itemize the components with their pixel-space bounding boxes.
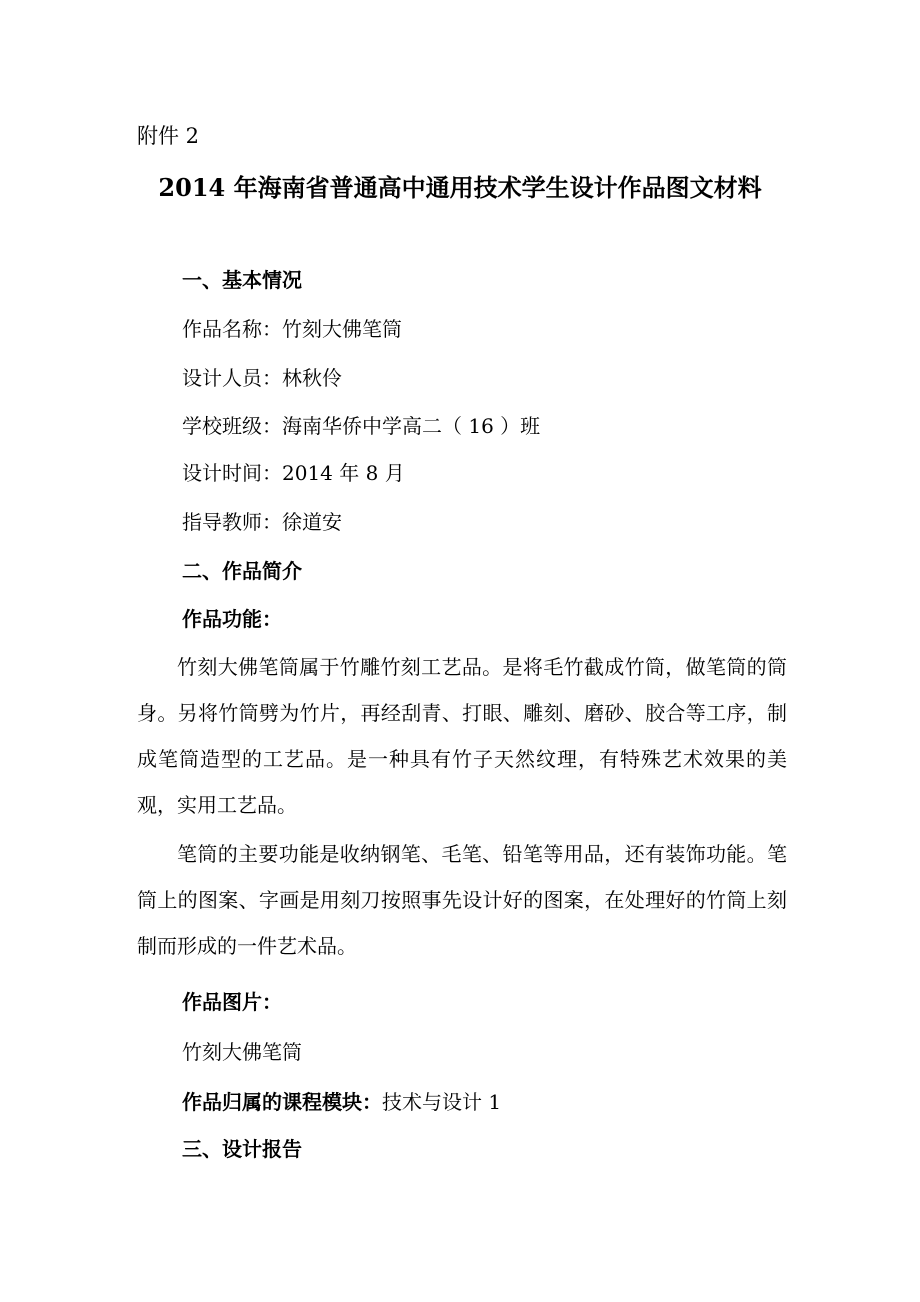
work-name-line: 作品名称：竹刻大佛笔筒 xyxy=(182,317,402,341)
school-class-line: 学校班级：海南华侨中学高二（ 16 ）班 xyxy=(182,414,541,438)
picture-label: 作品图片： xyxy=(182,990,282,1014)
course-module-label: 作品归属的课程模块： xyxy=(182,1090,382,1114)
course-module-value: 技术与设计 1 xyxy=(382,1090,502,1114)
function-paragraph-1: 竹刻大佛笔筒属于竹雕竹刻工艺品。是将毛竹截成竹筒，做笔筒的筒身。另将竹筒劈为竹片，再经刮青、打眼、雕刻、磨砂、胶合等工序，制成笔筒造型的工艺品。是一种具有竹子天然纹理，有特殊艺术效果的美观，实用工艺品。 xyxy=(137,655,787,817)
section-heading-design-report: 三、设计报告 xyxy=(182,1137,302,1161)
attachment-label: 附件 2 xyxy=(137,124,200,148)
design-time-line: 设计时间：2014 年 8 月 xyxy=(182,461,405,485)
section-heading-basic-info: 一、基本情况 xyxy=(182,268,302,292)
course-module-line xyxy=(182,1088,501,1116)
section-heading-introduction: 二、作品简介 xyxy=(182,559,302,583)
designer-line: 设计人员：林秋伶 xyxy=(182,366,342,390)
function-label: 作品功能： xyxy=(182,607,282,631)
function-paragraph-2: 笔筒的主要功能是收纳钢笔、毛笔、铅笔等用品，还有装饰功能。笔筒上的图案、字画是用刻刀按照事先设计好的图案，在处理好的竹筒上刻制而形成的一件艺术品。 xyxy=(137,842,787,958)
document-title: 2014 年海南省普通高中通用技术学生设计作品图文材料 xyxy=(158,173,762,202)
advisor-line: 指导教师：徐道安 xyxy=(182,510,342,534)
picture-caption: 竹刻大佛笔筒 xyxy=(182,1040,302,1064)
